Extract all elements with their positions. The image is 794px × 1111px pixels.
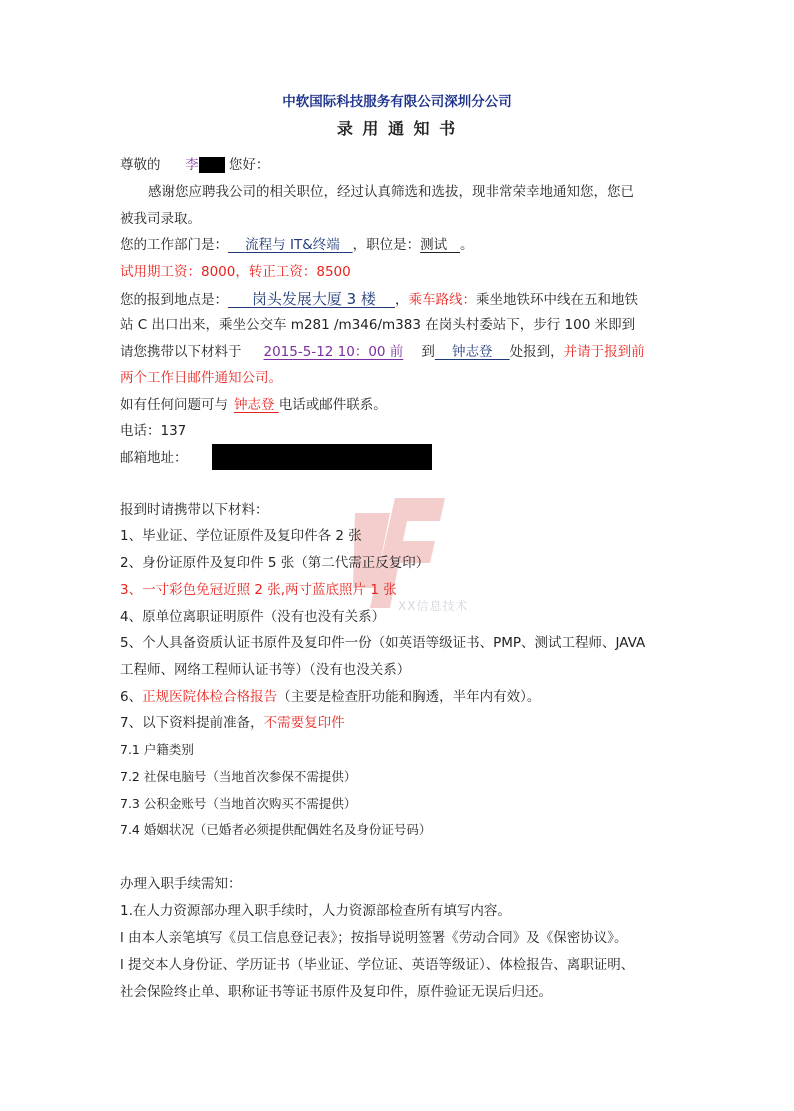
phone-label: 电话： bbox=[120, 423, 161, 439]
watermark-text: XX信息技术 bbox=[398, 599, 469, 613]
route-text: 乘坐地铁环中线在五和地铁 bbox=[476, 292, 639, 308]
procedure-item-3-line-1: l 提交本人身份证、学历证书（毕业证、学位证、英语等级证）、体检报告、离职证明、 bbox=[120, 957, 635, 973]
location-value: 岗头发展大厦 3 楼 bbox=[251, 290, 376, 308]
item7-prefix: 7、以下资料提前准备， bbox=[120, 715, 264, 731]
report-line bbox=[120, 343, 645, 361]
position-label: ，职位是： bbox=[352, 237, 421, 253]
redaction-name bbox=[199, 157, 225, 173]
report-line-2: 两个工作日邮件通知公司。 bbox=[120, 370, 282, 386]
contact-prefix: 如有任何问题可与 bbox=[120, 397, 228, 413]
department-label: 您的工作部门是： bbox=[120, 237, 228, 253]
item6-rest: （主要是检查肝功能和胸透，半年内有效）。 bbox=[277, 689, 541, 705]
greeting-prefix: 尊敬的 bbox=[120, 157, 161, 173]
email-line bbox=[120, 449, 188, 467]
material-item-5-line-1: 5、个人具备资质认证书原件及复印件一份（如英语等级证书、PMP、测试工程师、JAVA bbox=[120, 635, 646, 651]
material-item-5-line-2: 工程师、网络工程师认证书等）（没有也没关系） bbox=[120, 662, 411, 678]
intro-line-2: 被我司录取。 bbox=[120, 211, 201, 227]
department-line bbox=[120, 236, 473, 254]
report-to: 到 bbox=[421, 344, 435, 360]
report-contact: 钟志登 bbox=[451, 344, 493, 360]
procedure-item-1: 1.在人力资源部办理入职手续时，人力资源部检查所有填写内容。 bbox=[120, 903, 511, 919]
position-value: 测试 bbox=[420, 237, 448, 253]
material-sub-7-3: 7.3 公积金账号（当地首次购买不需提供） bbox=[120, 796, 357, 811]
material-sub-7-4: 7.4 婚姻状况（已婚者必须提供配偶姓名及身份证号码） bbox=[120, 822, 432, 837]
location-line bbox=[120, 290, 638, 309]
item7-highlight: 不需要复印件 bbox=[263, 715, 345, 731]
report-mid: 处报到， bbox=[509, 344, 564, 360]
email-label: 邮箱地址： bbox=[120, 450, 188, 466]
location-label: 您的报到地点是： bbox=[120, 292, 228, 308]
location-comma: ， bbox=[395, 292, 409, 308]
report-notice: 并请于报到前 bbox=[563, 344, 645, 360]
intro-line-1: 感谢您应聘我公司的相关职位，经过认真筛选和选拔，现非常荣幸地通知您，您已 bbox=[148, 184, 634, 200]
recipient-name: 李 bbox=[185, 157, 199, 173]
report-date: 2015-5-12 10：00 前 bbox=[263, 344, 404, 360]
redaction-email bbox=[212, 444, 432, 470]
document-title: 录 用 通 知 书 bbox=[336, 119, 458, 138]
material-item-6 bbox=[120, 688, 540, 706]
procedure-item-2: l 由本人亲笔填写《员工信息登记表》；按指导说明签署《劳动合同》及《保密协议》。 bbox=[120, 930, 628, 946]
route-label: 乘车路线： bbox=[408, 292, 477, 308]
route-line-2: 站 C 出口出来，乘坐公交车 m281 /m346/m383 在岗头村委站下，步行 100 米即到 bbox=[120, 317, 636, 333]
department-end: 。 bbox=[459, 237, 474, 253]
procedure-item-3-line-2: 社会保险终止单、职称证书等证书原件及复印件，原件验证无误后归还。 bbox=[120, 984, 552, 1000]
material-item-2: 2、身份证原件及复印件 5 张（第二代需正反复印） bbox=[120, 555, 430, 571]
greeting bbox=[120, 156, 269, 174]
material-item-7 bbox=[120, 714, 345, 732]
phone-value: 137 bbox=[160, 423, 187, 439]
material-item-1: 1、毕业证、学位证原件及复印件各 2 张 bbox=[120, 528, 362, 544]
phone-line bbox=[120, 422, 186, 440]
greeting-suffix: 您好： bbox=[228, 157, 270, 173]
department-value: 流程与 IT&终端 bbox=[245, 237, 340, 253]
contact-suffix: 电话或邮件联系。 bbox=[278, 397, 387, 413]
material-sub-7-1: 7.1 户籍类别 bbox=[120, 742, 194, 757]
salary-line: 试用期工资：8000，转正工资：8500 bbox=[120, 264, 351, 280]
contact-name: 钟志登 bbox=[234, 397, 275, 413]
procedure-heading: 办理入职手续需知： bbox=[120, 876, 242, 892]
material-sub-7-2: 7.2 社保电脑号（当地首次参保不需提供） bbox=[120, 769, 357, 784]
materials-heading: 报到时请携带以下材料： bbox=[120, 502, 269, 518]
contact-line bbox=[120, 396, 387, 414]
item6-highlight: 正规医院体检合格报告 bbox=[142, 689, 278, 705]
item6-prefix: 6、 bbox=[120, 689, 143, 705]
material-item-4: 4、原单位离职证明原件（没有也没有关系） bbox=[120, 609, 386, 625]
company-name: 中软国际科技服务有限公司深圳分公司 bbox=[282, 94, 512, 110]
material-item-3: 3、一寸彩色免冠近照 2 张,两寸蓝底照片 1 张 bbox=[120, 582, 397, 598]
report-prefix: 请您携带以下材料于 bbox=[120, 344, 242, 360]
